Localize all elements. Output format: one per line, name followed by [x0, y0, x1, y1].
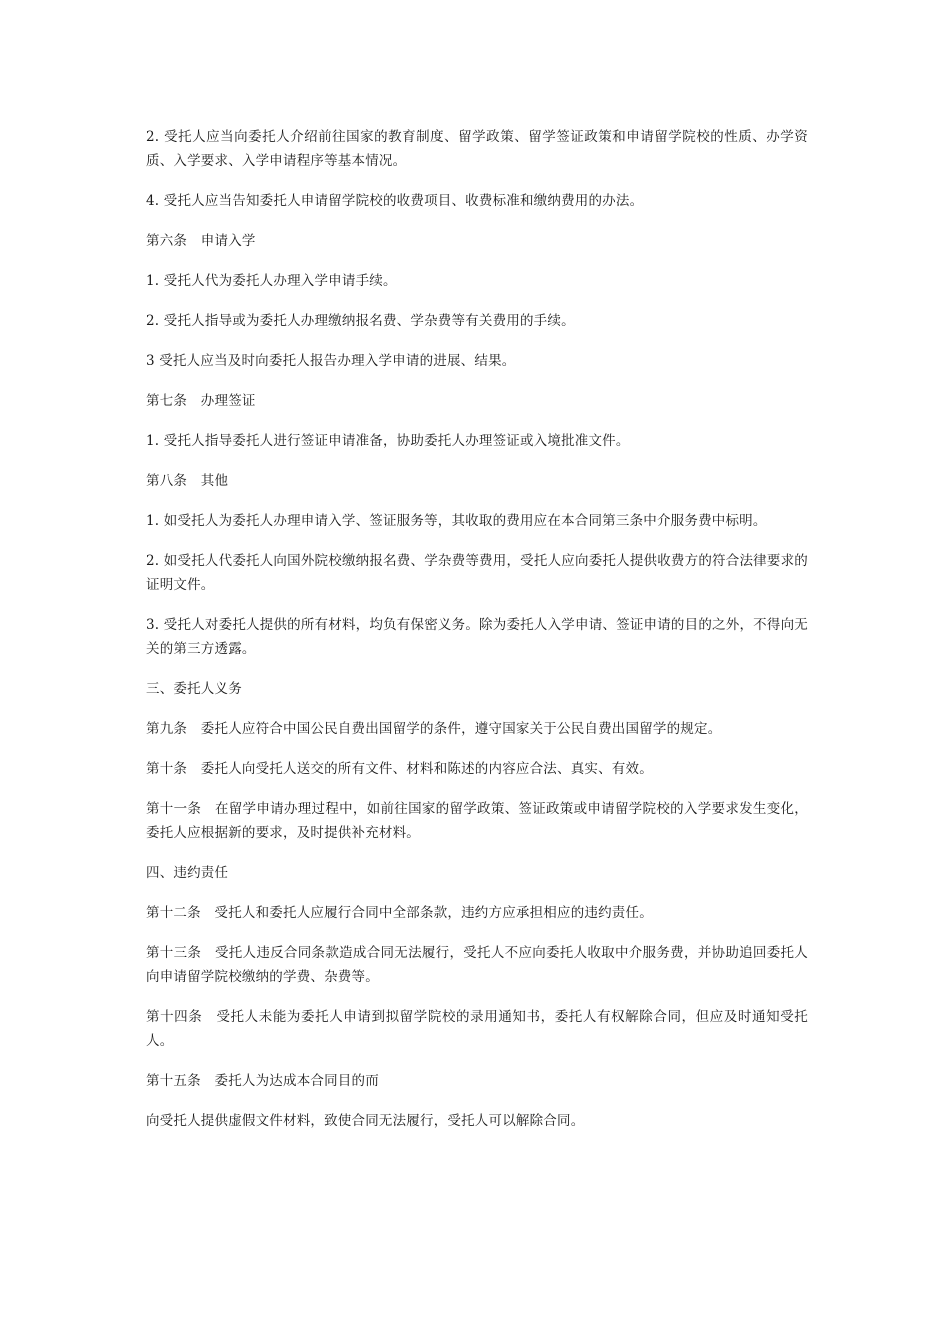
article-10: 第十条 委托人向受托人送交的所有文件、材料和陈述的内容应合法、真实、有效。 [146, 761, 653, 777]
article-14: 第十四条 受托人未能为委托人申请到拟留学院校的录用通知书，委托人有权解除合同，但应及时通知受托人。 [146, 1009, 808, 1049]
section-4-heading: 四、违约责任 [146, 865, 229, 881]
article-8-heading: 第八条 其他 [146, 473, 229, 489]
article-9: 第九条 委托人应符合中国公民自费出国留学的条件，遵守国家关于公民自费出国留学的规定。 [146, 721, 722, 737]
article-11: 第十一条 在留学申请办理过程中，如前往国家的留学政策、签证政策或申请留学院校的入学要求发生变化，委托人应根据新的要求，及时提供补充材料。 [146, 801, 808, 841]
paragraph-item: 2. 受托人指导或为委托人办理缴纳报名费、学杂费等有关费用的手续。 [146, 313, 575, 329]
paragraph-item-4: 4. 受托人应当告知委托人申请留学院校的收费项目、收费标准和缴纳费用的办法。 [146, 193, 644, 209]
article-12: 第十二条 受托人和委托人应履行合同中全部条款，违约方应承担相应的违约责任。 [146, 905, 653, 921]
paragraph-item: 3. 受托人对委托人提供的所有材料，均负有保密义务。除为委托人入学申请、签证申请的目的之外，不得向无关的第三方透露。 [146, 617, 808, 657]
article-7-heading: 第七条 办理签证 [146, 393, 256, 409]
section-3-heading: 三、委托人义务 [146, 681, 242, 697]
paragraph-item: 3 受托人应当及时向委托人报告办理入学申请的进展、结果。 [146, 353, 516, 369]
paragraph-item: 1. 受托人代为委托人办理入学申请手续。 [146, 273, 397, 289]
article-15: 第十五条 委托人为达成本合同目的而 [146, 1073, 379, 1089]
article-6-heading: 第六条 申请入学 [146, 233, 256, 249]
paragraph-item: 2. 如受托人代委托人向国外院校缴纳报名费、学杂费等费用，受托人应向委托人提供收费方的符合法律要求的证明文件。 [146, 553, 808, 593]
paragraph-item-2: 2. 受托人应当向委托人介绍前往国家的教育制度、留学政策、留学签证政策和申请留学院校的性质、办学资质、入学要求、入学申请程序等基本情况。 [146, 129, 808, 169]
document-page [146, 125, 808, 1149]
paragraph-item: 1. 如受托人为委托人办理申请入学、签证服务等，其收取的费用应在本合同第三条中介服务费中标明。 [146, 513, 767, 529]
article-13: 第十三条 受托人违反合同条款造成合同无法履行，受托人不应向委托人收取中介服务费，并协助追回委托人向申请留学院校缴纳的学费、杂费等。 [146, 945, 808, 985]
paragraph-item: 1. 受托人指导委托人进行签证申请准备，协助委托人办理签证或入境批准文件。 [146, 433, 630, 449]
article-15-continued: 向受托人提供虚假文件材料，致使合同无法履行，受托人可以解除合同。 [146, 1113, 585, 1129]
